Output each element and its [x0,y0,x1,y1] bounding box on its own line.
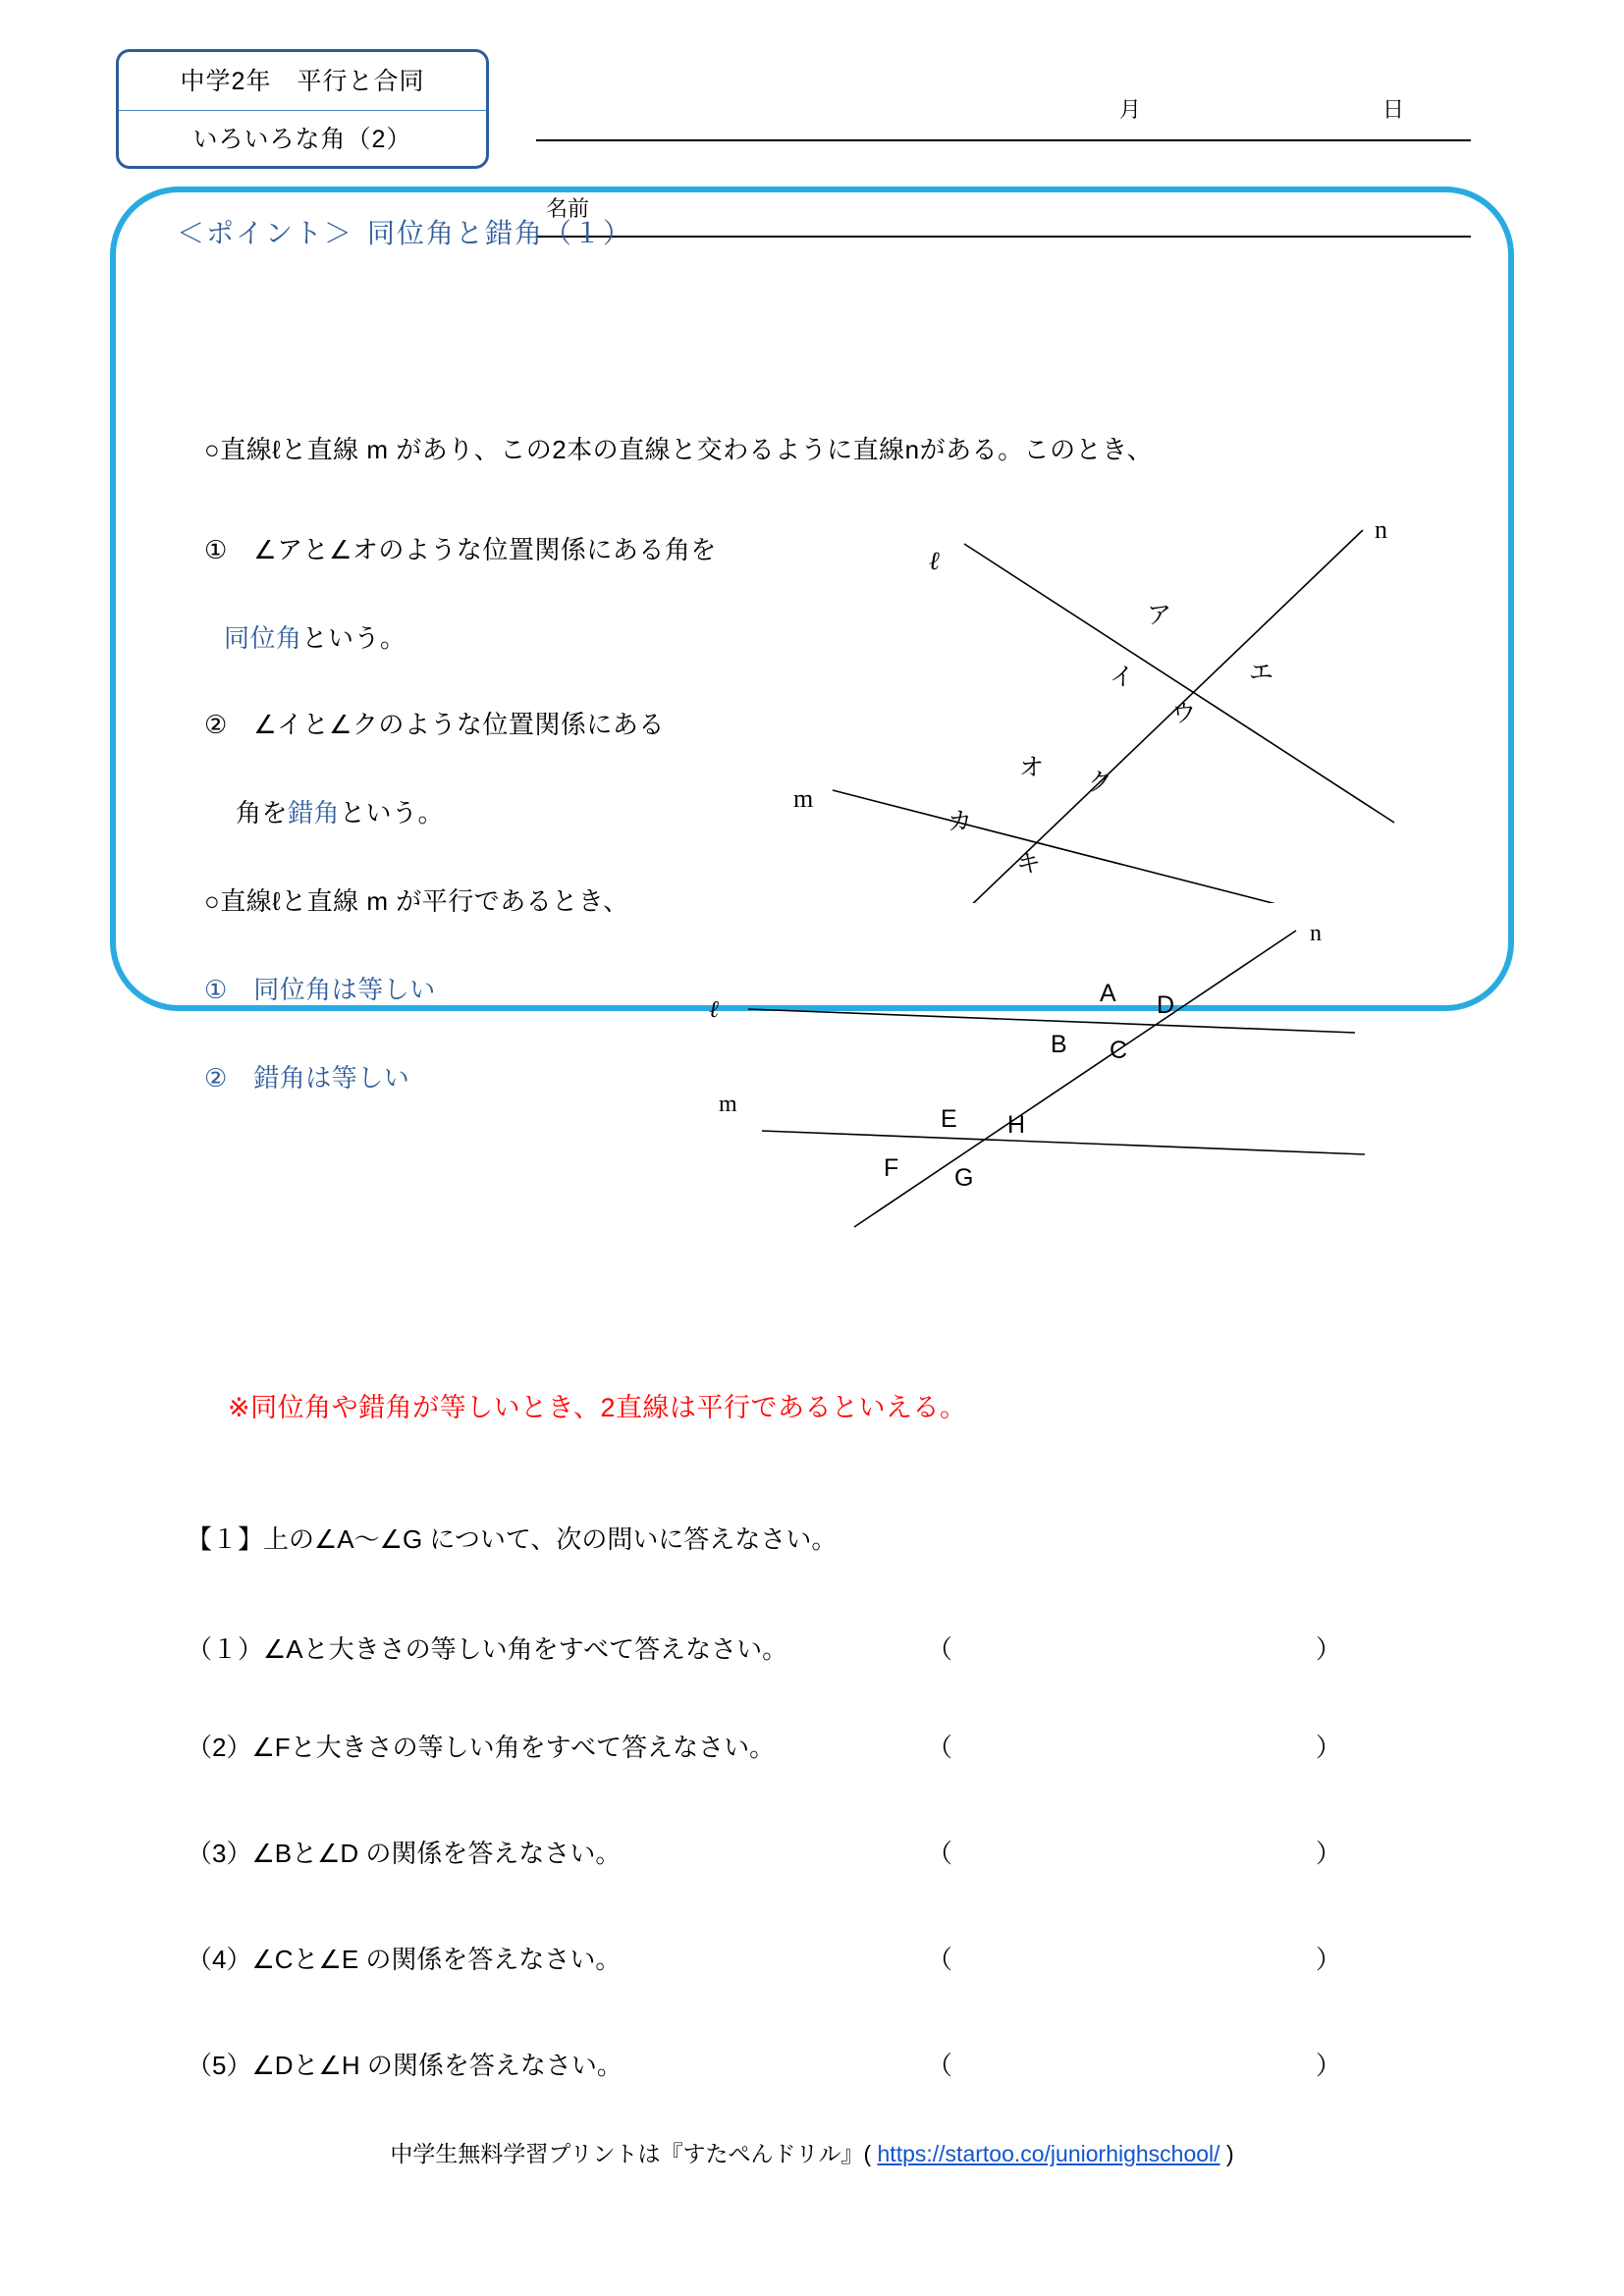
diagram2-label-l: ℓ [709,997,719,1023]
diagram2-line-l-stroke [748,1009,1355,1033]
diagram1-angle-ka: カ [947,808,973,835]
diagram1-label-n: n [1375,515,1387,544]
diagram1-angle-o: オ [1019,754,1045,781]
worksheet-title: いろいろな角（2） [192,126,412,153]
diagram2-angle-B: B [1051,1031,1067,1058]
question-3-answer-open: （ [927,1839,953,1868]
point-intro2-text: ○直線ℓと直線 m が平行であるとき、 [204,886,629,916]
question-2-answer-close: ） [1316,1733,1342,1762]
point-item1-line2 [224,618,406,655]
date-write-line[interactable] [536,139,1471,141]
point-item2-line1: ② ∠イと∠クのような位置関係にある [204,710,665,739]
question-2-answer-open: （ [927,1733,953,1762]
point-warning-text: ※同位角や錯角が等しいとき、2直線は平行であるといえる。 [228,1393,967,1422]
point-heading [177,212,632,251]
point-parallel-rule-2: ② 錯角は等しい [204,1063,410,1093]
question-5-text: （5）∠Dと∠H の関係を答えなさい。 [187,2051,623,2080]
point-item2-line2-rest: という。 [340,798,445,828]
diagram1-line-m-stroke [833,790,1380,903]
diagram2-angle-F: F [884,1154,899,1182]
footer [0,2136,1624,2168]
point-heading-text: 同位角と錯角（１） [367,218,633,248]
point-item2-line2 [236,793,444,829]
title-box [116,49,489,169]
question-1-answer-open: （ [927,1634,953,1664]
diagram1-line-n-stroke [892,530,1363,903]
day-label: 日 [1382,97,1405,122]
diagram1-label-m: m [793,784,814,813]
question-1-answer-close: ） [1316,1634,1342,1664]
diagram2-angle-A: A [1100,980,1116,1007]
diagram1-angle-e: エ [1249,659,1274,686]
diagram2-angle-D: D [1157,991,1175,1019]
point-intro-text: ○直線ℓと直線 m があり、この2本の直線と交わるように直線nがある。このとき、 [204,435,1154,464]
footer-prefix: 中学生無料学習プリントは『すたぺんドリル』( [390,2141,872,2166]
point-item1-line2-rest: という。 [301,623,406,653]
point-item2-line2-prefix: 角を [236,798,289,828]
footer-suffix: ) [1225,2141,1234,2166]
diagram-nonparallel-lines [785,491,1414,903]
diagram1-label-l: ℓ [929,547,940,575]
question-3-answer-close: ） [1316,1839,1342,1868]
diagram2-angle-H: H [1007,1111,1026,1139]
diagram-parallel-lines [677,903,1365,1296]
footer-link[interactable]: https://startoo.co/juniorhighschool/ [877,2141,1220,2166]
diagram2-line-m-stroke [762,1131,1365,1154]
month-label: 月 [1119,97,1142,122]
question-4-answer-close: ） [1316,1945,1342,1974]
diagram1-angle-u: ウ [1171,700,1197,727]
question-set-heading: 【１】上の∠A～∠G について、次の問いに答えなさい。 [187,1524,838,1554]
question-3-text: （3）∠Bと∠D の関係を答えなさい。 [187,1839,622,1868]
diagram1-angle-ku: ク [1088,769,1113,796]
diagram1-angle-i: イ [1110,664,1135,691]
diagram1-angle-ki: キ [1016,850,1042,878]
question-4-answer-open: （ [927,1945,953,1974]
diagram2-angle-E: E [941,1105,957,1133]
diagram2-line-n-stroke [854,931,1296,1227]
point-item1-line1: ① ∠アと∠オのような位置関係にある角を [204,535,717,564]
grade-subject-title: 中学2年 平行と合同 [119,52,486,111]
diagram2-label-n: n [1310,921,1322,946]
diagram2-angle-G: G [954,1164,974,1192]
question-2-text: （2）∠Fと大きさの等しい角をすべて答えなさい。 [187,1733,776,1762]
keyword-doikaku: 同位角 [224,623,302,653]
question-4-text: （4）∠Cと∠E の関係を答えなさい。 [187,1945,622,1974]
diagram2-label-m: m [719,1092,737,1117]
point-parallel-rule-1: ① 同位角は等しい [204,975,436,1004]
question-5-answer-close: ） [1316,2051,1342,2080]
keyword-sakkaku: 錯角 [288,798,341,828]
question-1-text: （１）∠Aと大きさの等しい角をすべて答えなさい。 [187,1634,788,1664]
diagram1-angle-a: ア [1147,602,1172,629]
name-label: 名前 [546,196,590,221]
diagram2-angle-C: C [1110,1037,1128,1064]
point-tag: ＜ポイント＞ [177,218,354,248]
question-5-answer-open: （ [927,2051,953,2080]
